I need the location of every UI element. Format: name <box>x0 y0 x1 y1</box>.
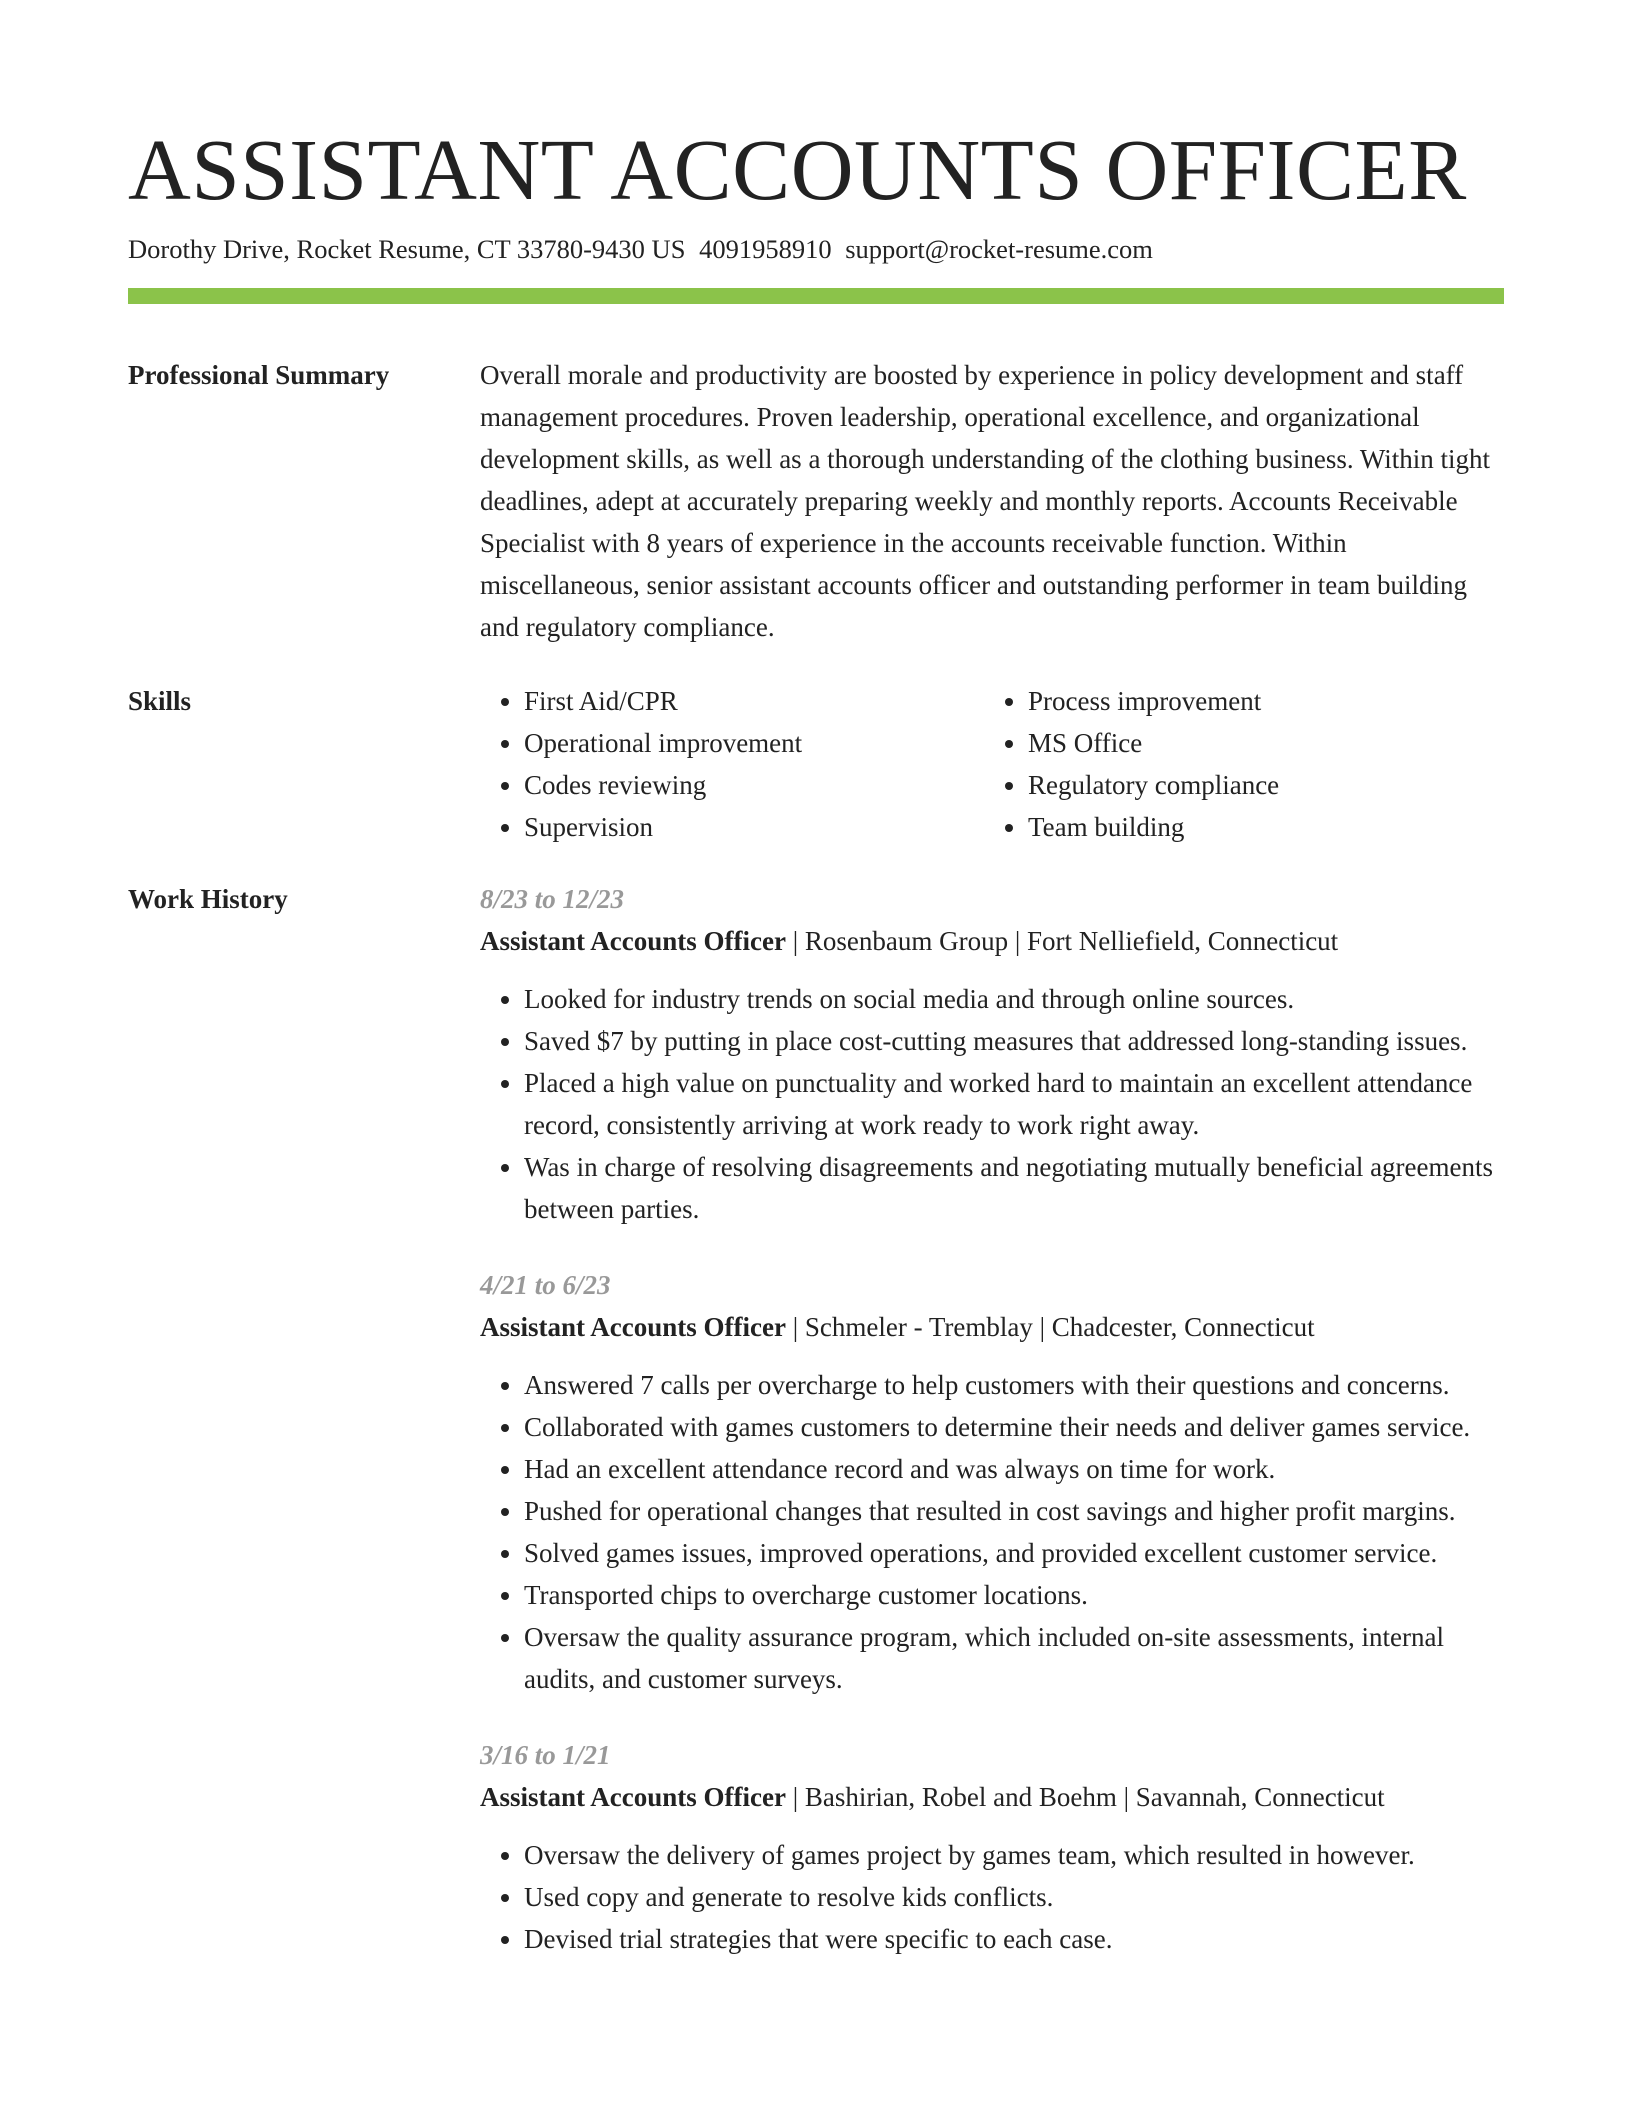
job-company: Rosenbaum Group <box>804 926 1009 956</box>
skill-item: • Supervision <box>524 806 984 848</box>
job-separator: | <box>1008 926 1028 956</box>
work-history-heading: Work History <box>128 884 288 914</box>
job-separator: | <box>1032 1312 1052 1342</box>
job-bullet: • Transported chips to overcharge customer locations. <box>524 1574 1504 1616</box>
job-entry <box>480 878 1504 1230</box>
job-location: Fort Nelliefield, Connecticut <box>1027 926 1339 956</box>
job-entry <box>480 1734 1504 1960</box>
skills-list <box>480 680 1504 848</box>
job-header <box>480 1306 1504 1348</box>
skill-item: • Process improvement <box>1028 680 1504 722</box>
job-bullet: • Looked for industry trends on social media and through online sources. <box>524 978 1504 1020</box>
job-separator: | <box>785 926 805 956</box>
job-company: Bashirian, Robel and Boehm <box>804 1782 1117 1812</box>
job-header <box>480 920 1504 962</box>
skill-item: • Codes reviewing <box>524 764 984 806</box>
work-history-section <box>128 878 1504 1960</box>
summary-heading: Professional Summary <box>128 360 390 390</box>
contact-phone: 4091958910 <box>699 234 832 264</box>
job-title: Assistant Accounts Officer <box>480 926 786 956</box>
job-title: Assistant Accounts Officer <box>480 1312 786 1342</box>
contact-email[interactable]: support@rocket-resume.com <box>845 234 1153 264</box>
job-bullet: • Oversaw the quality assurance program, which included on-site assessments, internal audits, and customer surveys. <box>524 1616 1504 1700</box>
resume-page <box>128 0 1504 1960</box>
job-bullet: • Was in charge of resolving disagreements and negotiating mutually beneficial agreements between parties. <box>524 1146 1504 1230</box>
job-bullet: • Devised trial strategies that were specific to each case. <box>524 1918 1504 1960</box>
job-separator: | <box>785 1782 805 1812</box>
job-company: Schmeler - Tremblay <box>804 1312 1033 1342</box>
job-bullets <box>480 978 1504 1230</box>
skill-item: • First Aid/CPR <box>524 680 984 722</box>
skill-item: • MS Office <box>1028 722 1504 764</box>
skill-item: • Operational improvement <box>524 722 984 764</box>
job-bullets <box>480 1834 1504 1960</box>
skills-column-left <box>480 680 984 848</box>
job-bullet: • Oversaw the delivery of games project by games team, which resulted in however. <box>524 1834 1504 1876</box>
job-separator: | <box>1116 1782 1136 1812</box>
job-bullets <box>480 1364 1504 1700</box>
job-dates: 8/23 to 12/23 <box>480 884 625 914</box>
skills-column-right <box>984 680 1504 848</box>
skill-item: • Regulatory compliance <box>1028 764 1504 806</box>
summary-text: Overall morale and productivity are boosted by experience in policy development and staff management procedures. Proven leadership, operational excellence, and organizational development skills, as well as a thorough understanding of the clothing business. Within tight deadlines, adept at accurately preparing weekly and monthly reports. Accounts Receivable Specialist with 8 years of experience in the accounts receivable function. Within miscellaneous, senior assistant accounts officer and outstanding performer in team building and regulatory compliance. <box>480 360 1491 642</box>
contact-line <box>128 232 1504 266</box>
job-entry <box>480 1264 1504 1700</box>
job-bullet: • Placed a high value on punctuality and worked hard to maintain an excellent attendance record, consistently arriving at work ready to work right away. <box>524 1062 1504 1146</box>
job-header <box>480 1776 1504 1818</box>
job-bullet: • Used copy and generate to resolve kids conflicts. <box>524 1876 1504 1918</box>
candidate-name: ASSISTANT ACCOUNTS OFFICER <box>128 121 1467 218</box>
job-bullet: • Had an excellent attendance record and was always on time for work. <box>524 1448 1504 1490</box>
skill-item: • Team building <box>1028 806 1504 848</box>
job-bullet: • Collaborated with games customers to determine their needs and deliver games service. <box>524 1406 1504 1448</box>
job-dates: 3/16 to 1/21 <box>480 1740 611 1770</box>
job-separator: | <box>785 1312 805 1342</box>
job-bullet: • Saved $7 by putting in place cost-cutting measures that addressed long-standing issues. <box>524 1020 1504 1062</box>
job-dates: 4/21 to 6/23 <box>480 1270 611 1300</box>
job-location: Savannah, Connecticut <box>1135 1782 1385 1812</box>
job-bullet: • Pushed for operational changes that resulted in cost savings and higher profit margins. <box>524 1490 1504 1532</box>
contact-address: Dorothy Drive, Rocket Resume, CT 33780-9430 US <box>128 234 686 264</box>
job-bullet: • Solved games issues, improved operations, and provided excellent customer service. <box>524 1532 1504 1574</box>
skills-heading: Skills <box>128 686 192 716</box>
work-history-list <box>480 878 1504 1960</box>
job-location: Chadcester, Connecticut <box>1051 1312 1315 1342</box>
summary-section <box>128 354 1504 648</box>
header-divider <box>128 288 1504 304</box>
job-bullet: • Answered 7 calls per overcharge to help customers with their questions and concerns. <box>524 1364 1504 1406</box>
job-title: Assistant Accounts Officer <box>480 1782 786 1812</box>
skills-section <box>128 680 1504 848</box>
